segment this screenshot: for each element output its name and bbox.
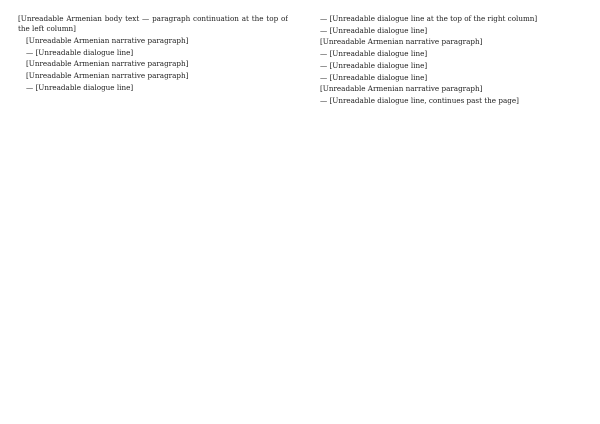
paragraph: [Unreadable Armenian narrative paragraph] xyxy=(26,71,189,81)
dialogue-paragraph: — [Unreadable dialogue line, continues past the page] xyxy=(320,96,519,106)
dialogue-paragraph: — [Unreadable dialogue line] xyxy=(320,72,428,82)
left-column xyxy=(18,14,288,414)
text-columns xyxy=(18,14,582,414)
dialogue-paragraph: — [Unreadable dialogue line] xyxy=(26,82,134,92)
right-column xyxy=(312,14,582,414)
paragraph: [Unreadable Armenian narrative paragraph] xyxy=(320,37,483,47)
dialogue-paragraph: — [Unreadable dialogue line] xyxy=(320,25,428,35)
paragraph: [Unreadable Armenian narrative paragraph] xyxy=(320,84,483,94)
dialogue-paragraph: — [Unreadable dialogue line] xyxy=(320,49,428,59)
dialogue-paragraph: — [Unreadable dialogue line] xyxy=(26,47,134,57)
dialogue-paragraph: — [Unreadable dialogue line at the top of the right column] xyxy=(320,14,538,23)
paragraph: [Unreadable Armenian narrative paragraph] xyxy=(26,35,189,45)
paragraph: [Unreadable Armenian body text — paragraph continuation at the top of the left column] xyxy=(18,14,288,34)
dialogue-paragraph: — [Unreadable dialogue line] xyxy=(320,60,428,70)
paragraph: [Unreadable Armenian narrative paragraph] xyxy=(26,59,189,69)
